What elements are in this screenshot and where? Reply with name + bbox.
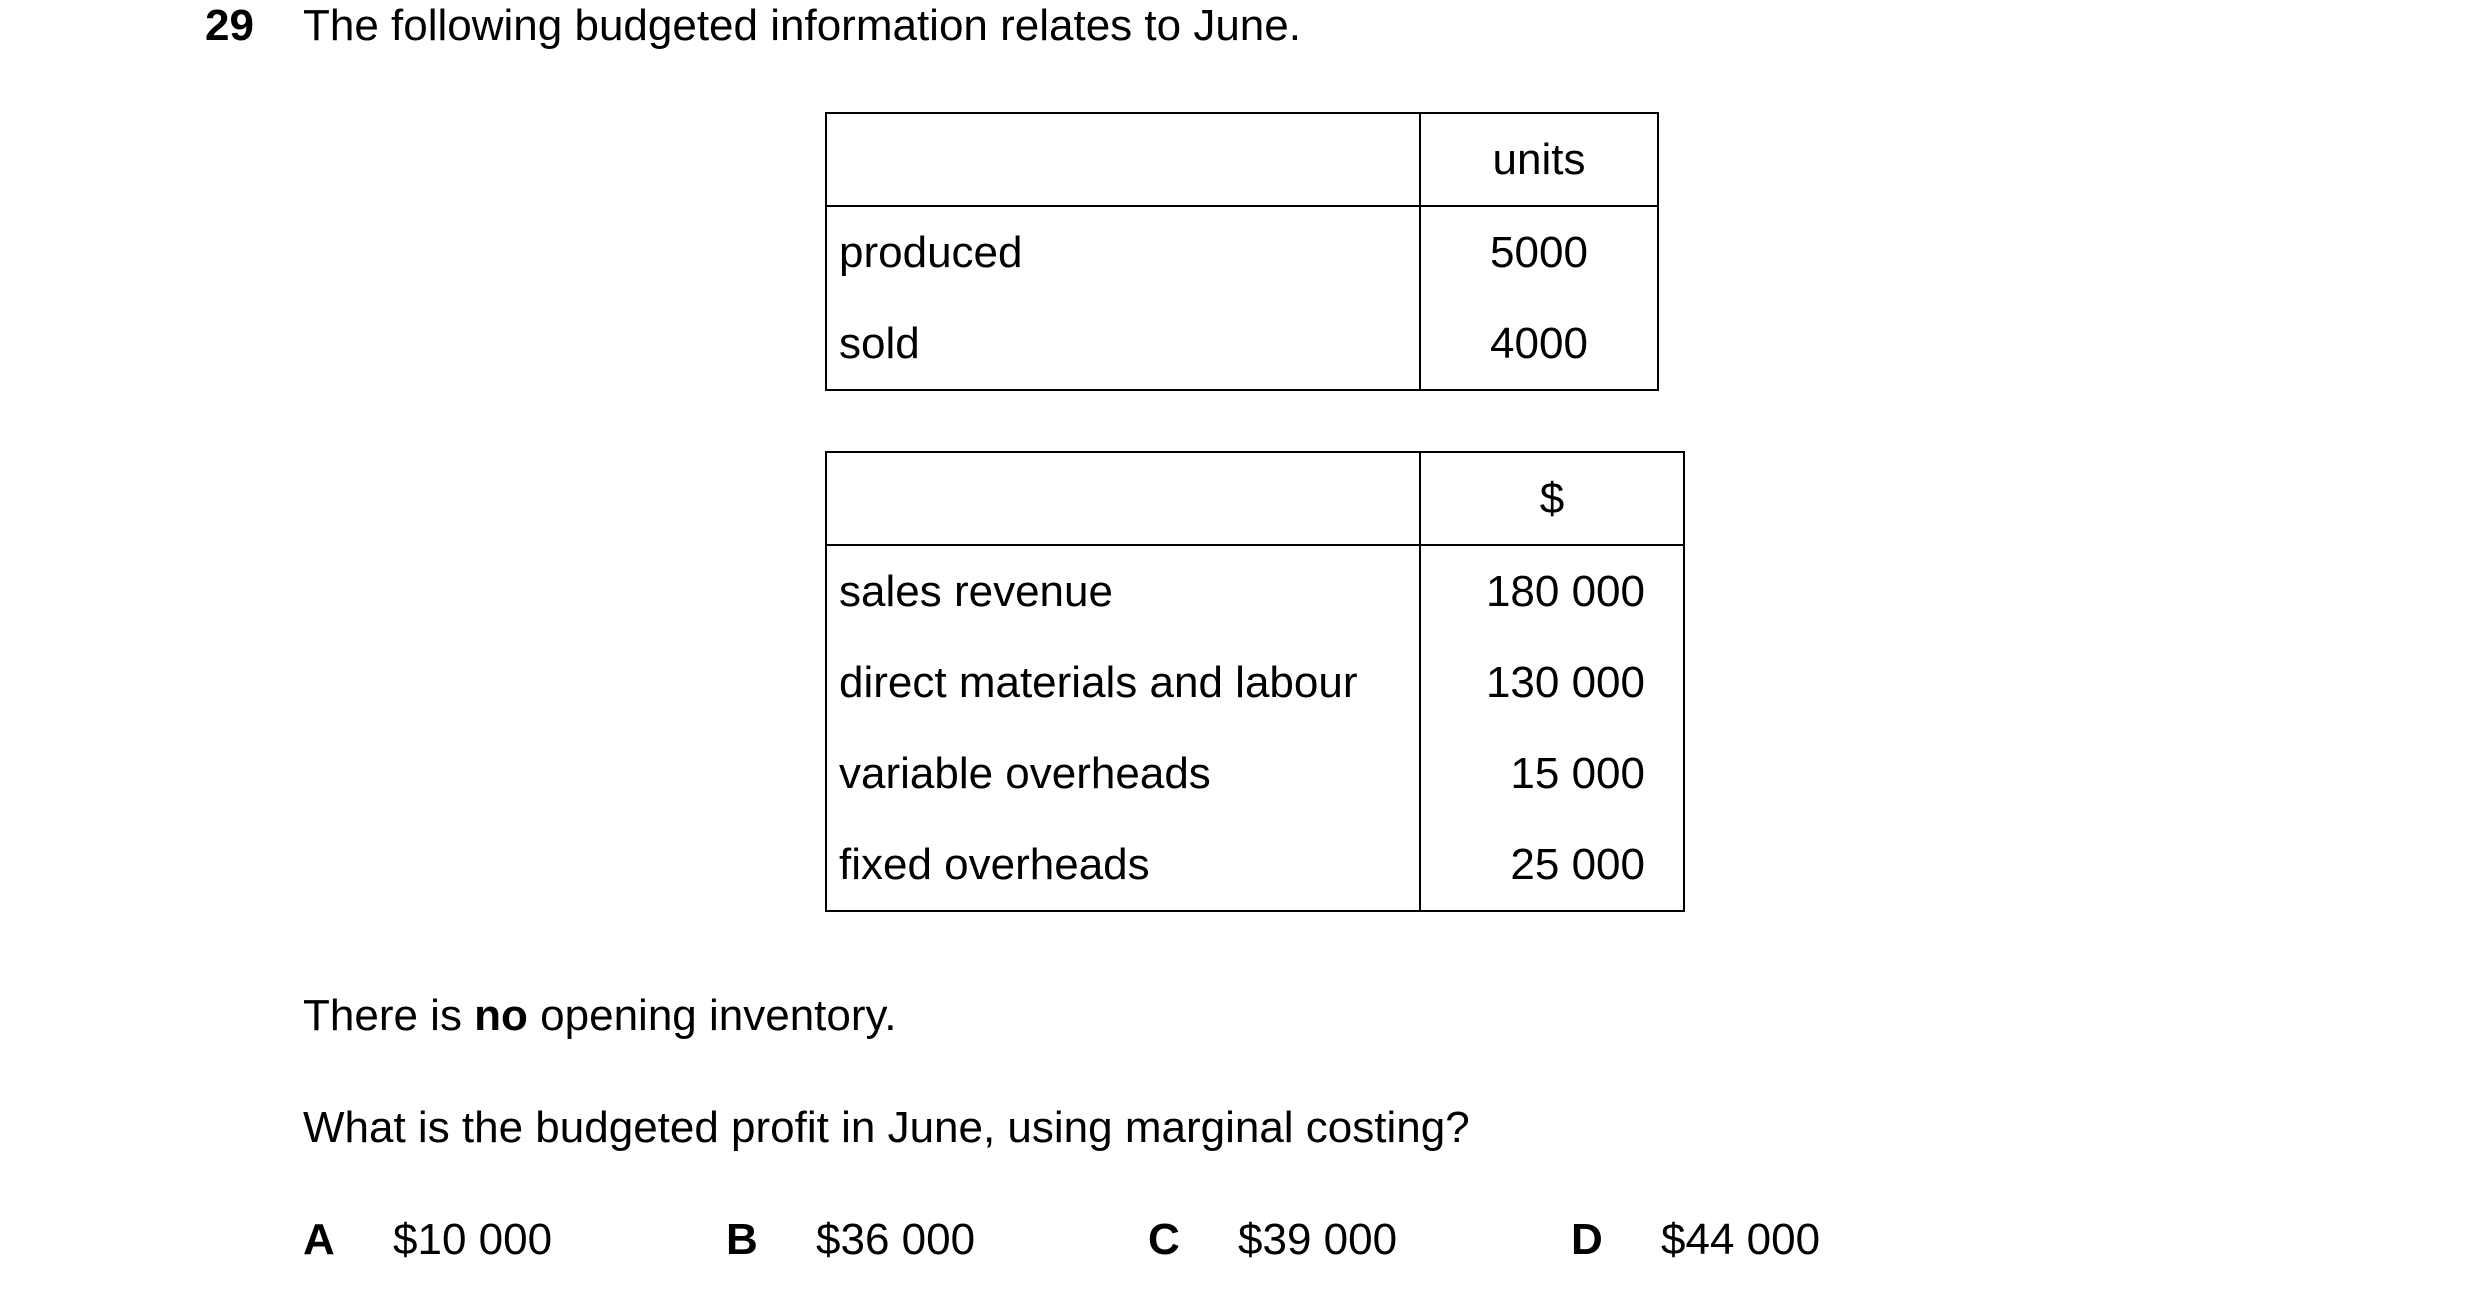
note-emphasis: no	[474, 991, 528, 1040]
row-value: 5000	[1420, 206, 1658, 298]
option-text: $39 000	[1238, 1215, 1398, 1264]
row-label: sold	[826, 298, 1420, 390]
inventory-note	[303, 990, 896, 1042]
table-header-row	[826, 452, 1684, 545]
table-row	[826, 545, 1684, 637]
header-currency: $	[1420, 452, 1684, 545]
note-text-before: There is	[303, 991, 475, 1040]
row-label: fixed overheads	[826, 819, 1420, 911]
option-letter: D	[1571, 1215, 1603, 1264]
option-letter: C	[1148, 1215, 1180, 1264]
header-label-cell	[826, 452, 1420, 545]
option-c[interactable]	[1148, 1214, 1397, 1266]
table-row	[826, 298, 1658, 390]
row-label: variable overheads	[826, 728, 1420, 819]
header-units: units	[1420, 113, 1658, 206]
table-header-row	[826, 113, 1658, 206]
row-value: 180 000	[1420, 545, 1684, 637]
question-prompt: What is the budgeted profit in June, using marginal costing?	[303, 1103, 1470, 1152]
option-letter: A	[303, 1215, 335, 1264]
option-letter: B	[726, 1215, 758, 1264]
units-table	[825, 112, 1659, 391]
row-value: 4000	[1420, 298, 1658, 390]
option-text: $10 000	[393, 1215, 553, 1264]
table-row	[826, 728, 1684, 819]
row-value: 15 000	[1420, 728, 1684, 819]
option-d[interactable]	[1571, 1214, 1820, 1266]
option-a[interactable]	[303, 1214, 552, 1266]
question-stem: The following budgeted information relates to June.	[303, 1, 1301, 50]
row-label: sales revenue	[826, 545, 1420, 637]
question-number: 29	[205, 1, 254, 50]
header-label-cell	[826, 113, 1420, 206]
table-row	[826, 637, 1684, 728]
row-value: 25 000	[1420, 819, 1684, 911]
table-row	[826, 819, 1684, 911]
row-label: direct materials and labour	[826, 637, 1420, 728]
option-b[interactable]	[726, 1214, 975, 1266]
money-table	[825, 451, 1685, 912]
table-row	[826, 206, 1658, 298]
row-value: 130 000	[1420, 637, 1684, 728]
option-text: $36 000	[816, 1215, 976, 1264]
note-text-after: opening inventory.	[527, 991, 897, 1040]
row-label: produced	[826, 206, 1420, 298]
option-text: $44 000	[1661, 1215, 1821, 1264]
